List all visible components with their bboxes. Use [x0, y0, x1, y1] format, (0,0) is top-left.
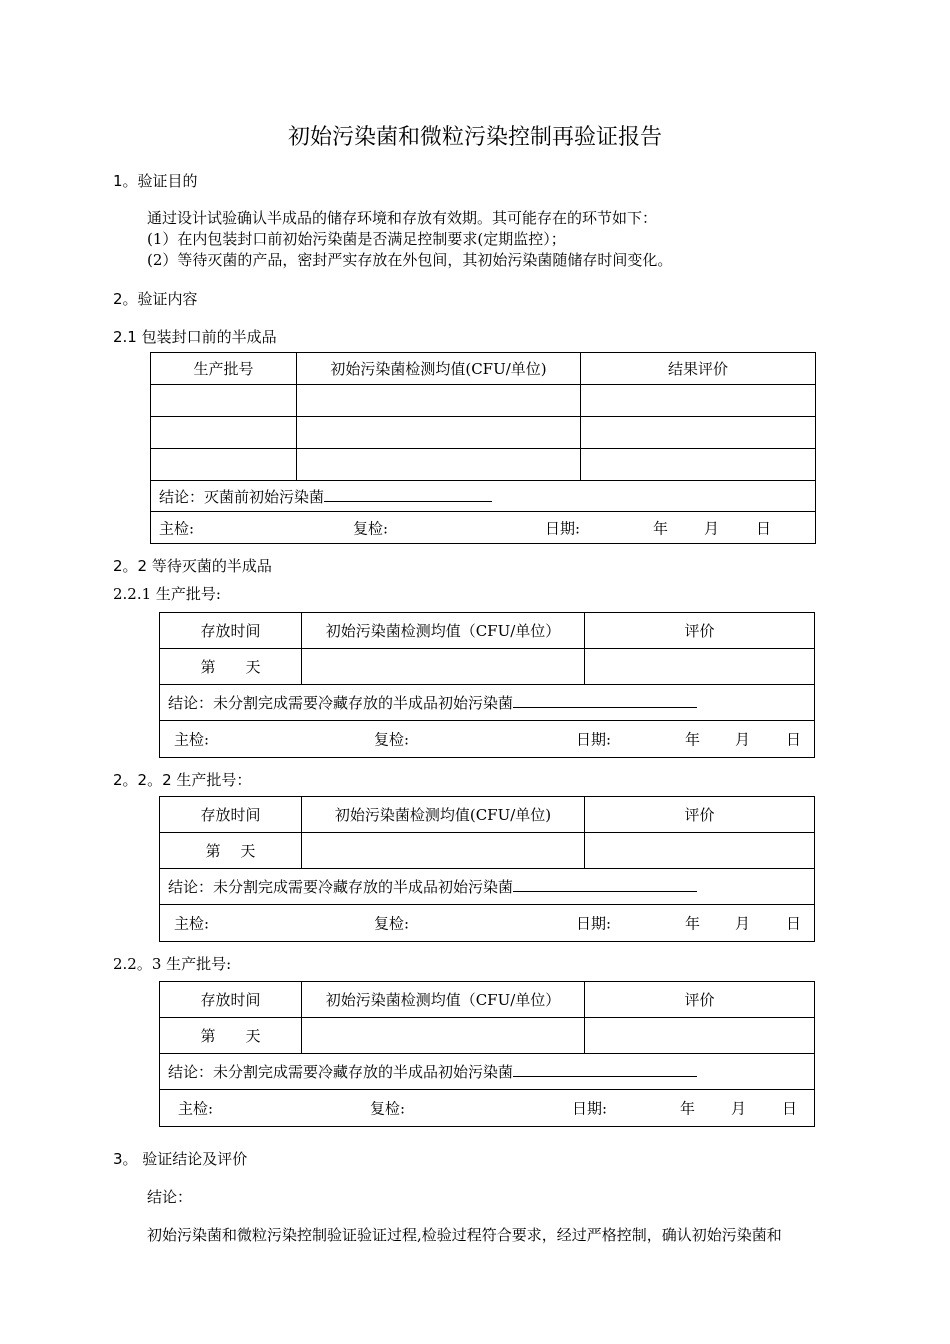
header-result-evaluation: 结果评价 [581, 353, 816, 385]
header-bioburden-mean: 初始污染菌检测均值（CFU/单位） [302, 613, 585, 649]
bioburden-cell[interactable] [297, 417, 581, 449]
bioburden-cell[interactable] [302, 1018, 585, 1054]
storage-day-cell[interactable]: 第 天 [160, 1018, 302, 1054]
table-row [160, 833, 815, 869]
date-label: 日期: [545, 519, 581, 537]
conclusion-heading: 结论： [147, 1188, 193, 1206]
table-row [160, 1018, 815, 1054]
conclusion-row [160, 869, 815, 905]
day-label: 日 [786, 730, 802, 749]
section-1-heading: 1。验证目的 [113, 172, 198, 190]
table-2-2-3 [159, 981, 815, 1127]
conclusion-row [160, 1054, 815, 1090]
section-3-heading: 3。 验证结论及评价 [113, 1150, 248, 1168]
table-header-row [160, 797, 815, 833]
conclusion-blank[interactable] [513, 877, 697, 892]
table-2-1 [150, 352, 816, 544]
date-label: 日期: [576, 730, 612, 749]
inspector-label: 主检: [174, 914, 210, 933]
header-storage-time: 存放时间 [160, 797, 302, 833]
conclusion-label: 结论：灭菌前初始污染菌 [159, 487, 325, 506]
recheck-label: 复检: [370, 1099, 406, 1118]
year-label: 年 [685, 914, 701, 933]
conclusion-blank[interactable] [513, 693, 697, 708]
header-bioburden-mean: 初始污染菌检测均值(CFU/单位) [297, 353, 581, 385]
table-2-2-1 [159, 612, 815, 758]
purpose-line-2: (1）在内包装封口前初始污染菌是否满足控制要求(定期监控）； [147, 230, 566, 248]
header-storage-time: 存放时间 [160, 613, 302, 649]
date-label: 日期: [576, 914, 612, 933]
header-bioburden-mean: 初始污染菌检测均值（CFU/单位） [302, 982, 585, 1018]
section-2-2-heading: 2。2 等待灭菌的半成品 [113, 557, 272, 575]
year-label: 年 [680, 1099, 696, 1118]
section-2-2-3-heading: 2.2。3 生产批号: [113, 955, 232, 973]
evaluation-cell[interactable] [581, 417, 816, 449]
table-header-row [160, 613, 815, 649]
month-label: 月 [731, 1099, 747, 1118]
evaluation-cell[interactable] [585, 649, 815, 685]
conclusion-text: 初始污染菌和微粒污染控制验证验证过程,检验过程符合要求，经过严格控制，确认初始污染菌和 [147, 1226, 782, 1244]
purpose-line-1: 通过设计试验确认半成品的储存环境和存放有效期。其可能存在的环节如下： [147, 209, 658, 227]
month-label: 月 [704, 519, 720, 537]
batch-cell[interactable] [151, 449, 297, 481]
evaluation-cell[interactable] [585, 1018, 815, 1054]
day-label: 日 [756, 519, 772, 537]
month-label: 月 [735, 730, 751, 749]
conclusion-label: 结论：未分割完成需要冷藏存放的半成品初始污染菌 [168, 694, 514, 712]
year-label: 年 [685, 730, 701, 749]
conclusion-label: 结论：未分割完成需要冷藏存放的半成品初始污染菌 [168, 878, 514, 896]
section-2-2-2-heading: 2。2。2 生产批号： [113, 771, 252, 789]
conclusion-row [151, 481, 816, 512]
table-header-row [151, 353, 816, 385]
recheck-label: 复检: [374, 730, 410, 749]
bioburden-cell[interactable] [302, 833, 585, 869]
conclusion-label: 结论：未分割完成需要冷藏存放的半成品初始污染菌 [168, 1063, 514, 1081]
evaluation-cell[interactable] [581, 385, 816, 417]
header-storage-time: 存放时间 [160, 982, 302, 1018]
conclusion-blank[interactable] [513, 1062, 697, 1077]
section-2-2-1-heading: 2.2.1 生产批号: [113, 585, 221, 603]
storage-day-cell[interactable]: 第 天 [160, 833, 302, 869]
table-header-row [160, 982, 815, 1018]
table-row [151, 417, 816, 449]
table-row [160, 649, 815, 685]
evaluation-cell[interactable] [585, 833, 815, 869]
header-evaluation: 评价 [585, 982, 815, 1018]
recheck-label: 复检: [374, 914, 410, 933]
date-label: 日期: [572, 1099, 608, 1118]
page-title: 初始污染菌和微粒污染控制再验证报告 [287, 125, 662, 150]
signature-row [160, 721, 815, 758]
conclusion-blank[interactable] [324, 487, 492, 502]
section-2-1-heading: 2.1 包装封口前的半成品 [113, 328, 277, 346]
recheck-label: 复检: [353, 519, 389, 537]
bioburden-cell[interactable] [302, 649, 585, 685]
signature-row [151, 512, 816, 544]
section-2-heading: 2。验证内容 [113, 290, 198, 308]
bioburden-cell[interactable] [297, 385, 581, 417]
inspector-label: 主检: [178, 1099, 214, 1118]
inspector-label: 主检: [159, 519, 195, 537]
evaluation-cell[interactable] [581, 449, 816, 481]
storage-day-cell[interactable]: 第 天 [160, 649, 302, 685]
signature-row [160, 905, 815, 942]
header-evaluation: 评价 [585, 613, 815, 649]
bioburden-cell[interactable] [297, 449, 581, 481]
year-label: 年 [653, 519, 669, 537]
table-row [151, 449, 816, 481]
purpose-line-3: (2）等待灭菌的产品，密封严实存放在外包间，其初始污染菌随储存时间变化。 [147, 251, 673, 269]
table-2-2-2 [159, 796, 815, 942]
month-label: 月 [735, 914, 751, 933]
batch-cell[interactable] [151, 417, 297, 449]
header-bioburden-mean: 初始污染菌检测均值(CFU/单位) [302, 797, 585, 833]
day-label: 日 [786, 914, 802, 933]
conclusion-row [160, 685, 815, 721]
signature-row [160, 1090, 815, 1127]
batch-cell[interactable] [151, 385, 297, 417]
day-label: 日 [782, 1099, 798, 1118]
header-batch-number: 生产批号 [151, 353, 297, 385]
header-evaluation: 评价 [585, 797, 815, 833]
table-row [151, 385, 816, 417]
inspector-label: 主检: [174, 730, 210, 749]
